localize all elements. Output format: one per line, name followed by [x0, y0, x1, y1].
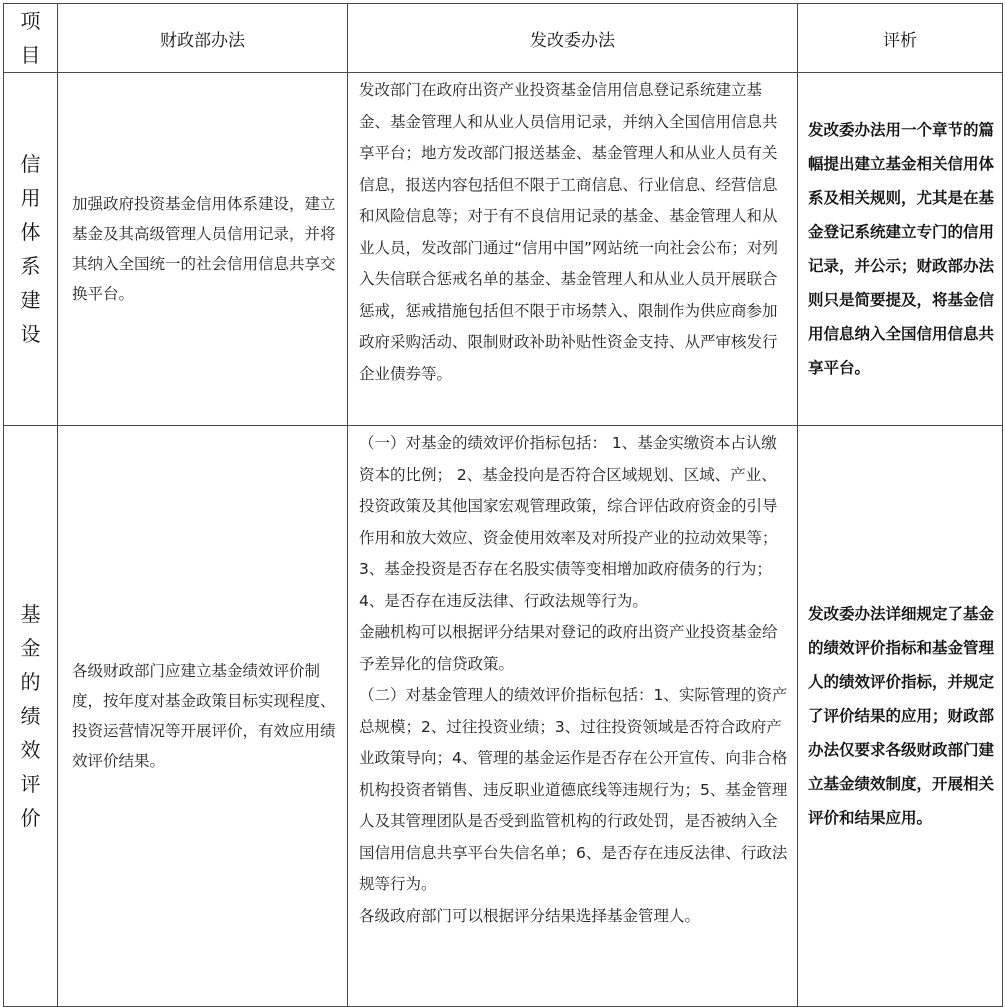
comparison-table — [3, 3, 1003, 1007]
ndrc-cell — [348, 73, 798, 426]
header-eval: 评析 — [798, 4, 1003, 73]
ndrc-paragraph: 各级政府部门可以根据评分结果选择基金管理人。 — [359, 906, 701, 925]
row-item-cell — [4, 426, 58, 1007]
header-row — [4, 4, 1003, 73]
eval-cell: 发改委办法详细规定了基金的绩效评价指标和基金管理人的绩效评价指标，并规定了评价结果的应用；财政部办法仅要求各级财政部门建立基金绩效制度，开展相关评价和结果应用。 — [798, 426, 1003, 1007]
ndrc-paragraph: （一）对基金的绩效评价指标包括： 1、基金实缴资本占认缴资本的比例； 2、基金投向是否符合区域规划、区域、产业、投资政策及其他国家宏观管理政策，综合评估政府资金的引导作用和放大效应、资金使用效率及对所投产业的拉动效果等；3、基金投资是否存在名股实债等变相增加政府债务的行为；4、是否存在违反法律、行政法规等行为。 — [359, 434, 778, 610]
ndrc-paragraph: 金融机构可以根据评分结果对登记的政府出资产业投资基金给予差异化的信贷政策。 — [359, 623, 778, 673]
row-credit-system — [4, 73, 1003, 426]
ndrc-paragraph: （二）对基金管理人的绩效评价指标包括：1、实际管理的资产总规模；2、过往投资业绩；3、过往投资领域是否符合政府产业政策导向；4、管理的基金运作是否存在公开宣传、向非合格机构投资者销售、违反职业道德底线等违规行为；5、基金管理人及其管理团队是否受到监管机构的行政处罚，是否被纳入全国信用信息共享平台失信名单；6、是否存在违反法律、行政法规等行为。 — [359, 686, 788, 893]
header-mof: 财政部办法 — [58, 4, 348, 73]
ndrc-paragraph: 发改部门在政府出资产业投资基金信用信息登记系统建立基金、基金管理人和从业人员信用记录，并纳入全国信用信息共享平台；地方发改部门报送基金、基金管理人和从业人员有关信息，报送内容包括但不限于工商信息、行业信息、经营信息和风险信息等；对于有不良信用记录的基金、基金管理人和从业人员，发改部门通过“信用中国”网站统一向社会公布；对列入失信联合惩戒名单的基金、基金管理人和从业人员开展联合惩戒，惩戒措施包括但不限于市场禁入、限制作为供应商参加政府采购活动、限制财政补助补贴性资金支持、从严审核发行企业债券等。 — [359, 81, 779, 383]
header-item-label: 项目 — [20, 9, 41, 67]
header-ndrc: 发改委办法 — [348, 4, 798, 73]
row-performance-evaluation — [4, 426, 1003, 1007]
mof-cell: 各级财政部门应建立基金绩效评价制度，按年度对基金政策目标实现程度、投资运营情况等开展评价，有效应用绩效评价结果。 — [58, 426, 348, 1007]
header-item — [4, 4, 58, 73]
mof-cell: 加强政府投资基金信用体系建设，建立基金及其高级管理人员信用记录，并将其纳入全国统一的社会信用信息共享交换平台。 — [58, 73, 348, 426]
eval-cell: 发改委办法用一个章节的篇幅提出建立基金相关信用体系及相关规则，尤其是在基金登记系统建立专门的信用记录，并公示；财政部办法则只是简要提及，将基金信用信息纳入全国信用信息共享平台。 — [798, 73, 1003, 426]
ndrc-cell — [348, 426, 798, 1007]
row-item-cell — [4, 73, 58, 426]
row-item-label: 信用体系建设 — [20, 152, 41, 346]
row-item-label: 基金的绩效评价 — [20, 602, 41, 830]
